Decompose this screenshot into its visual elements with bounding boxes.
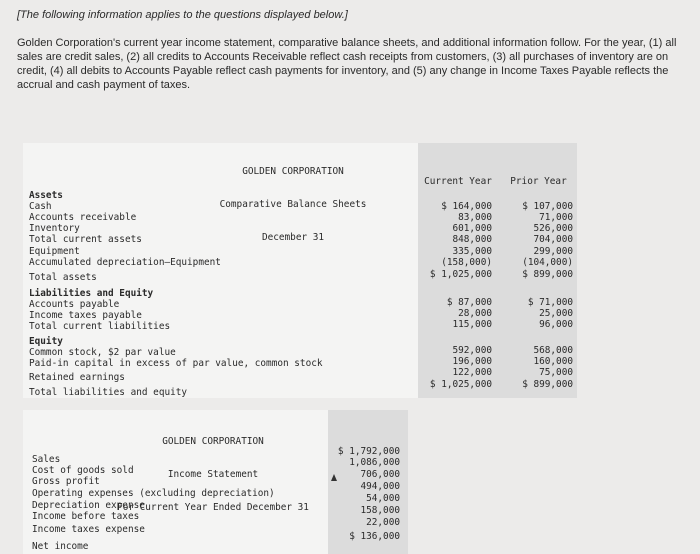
balance-sheet-title-line: Comparative Balance Sheets [219,199,367,210]
current-year-value: 601,000 [452,223,492,234]
prior-year-value: $ 899,000 [522,379,573,390]
current-year-value: 335,000 [452,246,492,257]
prior-year-value: 75,000 [539,367,573,378]
row-label: Total assets [29,272,97,283]
row-label: Accounts payable [29,299,120,310]
intro-note: [The following information applies to the questions displayed below.] [17,9,348,21]
row-label: Paid-in capital in excess of par value, common stock [29,358,323,369]
prior-year-value: 160,000 [533,356,573,367]
income-statement-value: 1,086,000 [349,457,400,468]
prior-year-value: $ 107,000 [522,201,573,212]
current-year-value: 848,000 [452,234,492,245]
row-label: Equity [29,336,63,347]
current-year-value: $ 1,025,000 [429,269,492,280]
current-year-value: 83,000 [458,212,492,223]
current-year-value: 592,000 [452,345,492,356]
row-label: Liabilities and Equity [29,288,154,299]
row-label: Sales [32,454,61,465]
row-label: Total liabilities and equity [29,387,188,398]
intro-text [17,8,687,92]
current-year-value: (158,000) [441,257,492,268]
prior-year-value: 71,000 [539,212,573,223]
income-statement-table [23,410,408,554]
current-year-value: $ 164,000 [441,201,492,212]
current-year-value: 28,000 [458,308,492,319]
mouse-cursor-icon [331,474,337,481]
prior-year-value: 96,000 [539,319,573,330]
row-label: Income taxes payable [29,310,142,321]
row-label: Income before taxes [32,511,140,522]
income-statement-value: 706,000 [360,469,400,480]
income-statement-title-line: GOLDEN CORPORATION [162,436,264,447]
income-statement-value: $ 136,000 [349,531,400,542]
current-year-value: $ 87,000 [446,297,492,308]
prior-year-value: 299,000 [533,246,573,257]
row-label: Assets [29,190,63,201]
row-label: Income taxes expense [32,524,145,535]
row-label: Net income [32,541,89,552]
income-statement-title-line: For Current Year Ended December 31 [117,502,309,513]
row-label: Retained earnings [29,372,125,383]
column-header-current-year: Current Year [424,176,492,187]
current-year-value: 115,000 [452,319,492,330]
prior-year-value: (104,000) [522,257,573,268]
current-year-value: 196,000 [452,356,492,367]
prior-year-value: $ 899,000 [522,269,573,280]
balance-sheet-title-line: December 31 [261,232,325,243]
column-header-prior-year: Prior Year [510,176,567,187]
current-year-value: $ 1,025,000 [429,379,492,390]
row-label: Accounts receivable [29,212,137,223]
current-year-value: 122,000 [452,367,492,378]
prior-year-value: 704,000 [533,234,573,245]
row-label: Gross profit [32,476,100,487]
balance-sheet-title [203,144,383,265]
row-label: Common stock, $2 par value [29,347,176,358]
row-label: Operating expenses (excluding depreciation) [32,488,275,499]
income-statement-value: 22,000 [366,517,400,528]
balance-sheet-table [23,143,577,398]
row-label: Inventory [29,223,80,234]
prior-year-value: 568,000 [533,345,573,356]
row-label: Accumulated depreciation—Equipment [29,257,221,268]
income-statement-value: 54,000 [366,493,400,504]
income-statement-value: 494,000 [360,481,400,492]
row-label: Total current assets [29,234,142,245]
row-label: Depreciation expense [32,500,145,511]
prior-year-value: 25,000 [539,308,573,319]
income-statement-value: $ 1,792,000 [337,446,400,457]
prior-year-value: $ 71,000 [527,297,573,308]
income-statement-title-line: Income Statement [167,469,259,480]
balance-sheet-title-line: GOLDEN CORPORATION [242,166,344,177]
intro-paragraph: Golden Corporation's current year income statement, comparative balance sheets, and additional information follow. For the year, (1) all sales are credit sales, (2) all credits to Accounts Receivable reflect cash receipts from customers, (3) all purchases of inventory are on credit, (4) all debits to Accounts Payable reflect cash payments for inventory, and (5) any change in Income Taxes Payable reflects the accrual and cash payment of taxes. [17,37,677,91]
row-label: Cash [29,201,52,212]
income-statement-value: 158,000 [360,505,400,516]
row-label: Cost of goods sold [32,465,134,476]
row-label: Total current liabilities [29,321,171,332]
row-label: Equipment [29,246,80,257]
prior-year-value: 526,000 [533,223,573,234]
